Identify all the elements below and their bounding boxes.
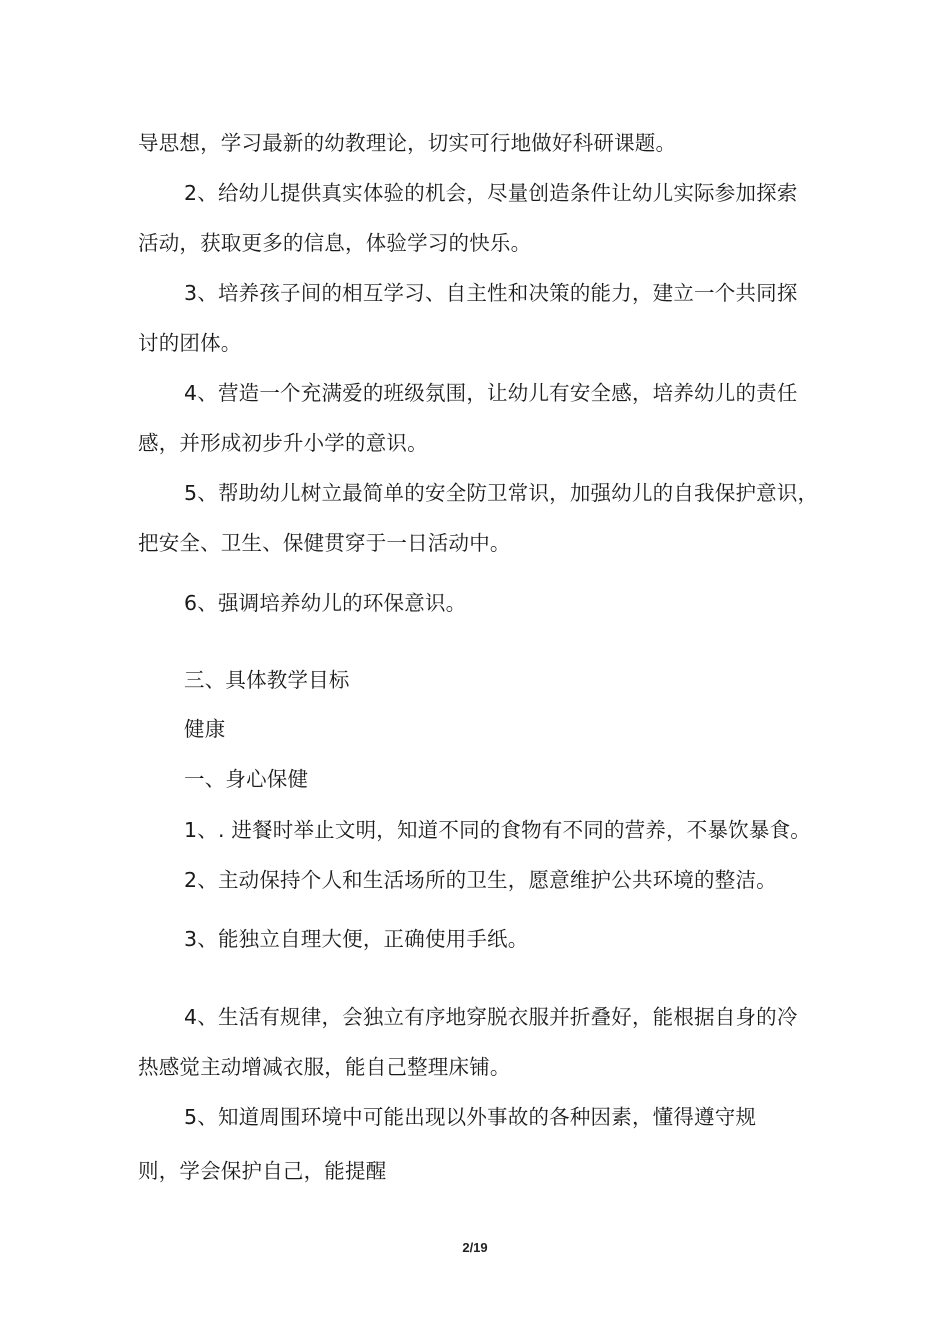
page-number: 2/19 (462, 1240, 488, 1255)
text-line: 6、强调培养幼儿的环保意识。 (184, 591, 467, 615)
text-line: 导思想，学习最新的幼教理论，切实可行地做好科研课题。 (138, 131, 677, 155)
text-line: 5、帮助幼儿树立最简单的安全防卫常识，加强幼儿的自我保护意识， (184, 481, 819, 505)
text-line: 2、主动保持个人和生活场所的卫生，愿意维护公共环境的整洁。 (184, 868, 777, 892)
text-line: 则，学会保护自己，能提醒 (138, 1159, 387, 1183)
text-line: 3、培养孩子间的相互学习、自主性和决策的能力，建立一个共同探 (184, 281, 798, 305)
text-line: 1、. 进餐时举止文明，知道不同的食物有不同的营养，不暴饮暴食。 (184, 818, 811, 842)
text-line: 5、知道周围环境中可能出现以外事故的各种因素，懂得遵守规 (184, 1105, 757, 1129)
text-line: 把安全、卫生、保健贯穿于一日活动中。 (138, 531, 511, 555)
text-line: 4、生活有规律，会独立有序地穿脱衣服并折叠好，能根据自身的冷 (184, 1005, 798, 1029)
text-line: 感，并形成初步升小学的意识。 (138, 431, 428, 455)
text-line: 热感觉主动增减衣服，能自己整理床铺。 (138, 1055, 511, 1079)
subsection-heading: 健康 (184, 717, 226, 741)
text-line: 活动，获取更多的信息，体验学习的快乐。 (138, 231, 532, 255)
text-line: 讨的团体。 (138, 331, 242, 355)
text-line: 3、能独立自理大便，正确使用手纸。 (184, 927, 529, 951)
text-line: 4、营造一个充满爱的班级氛围，让幼儿有安全感，培养幼儿的责任 (184, 381, 798, 405)
section-heading: 三、具体教学目标 (184, 668, 350, 692)
subsection-heading: 一、身心保健 (184, 767, 309, 791)
text-line: 2、给幼儿提供真实体验的机会，尽量创造条件让幼儿实际参加探索 (184, 181, 798, 205)
